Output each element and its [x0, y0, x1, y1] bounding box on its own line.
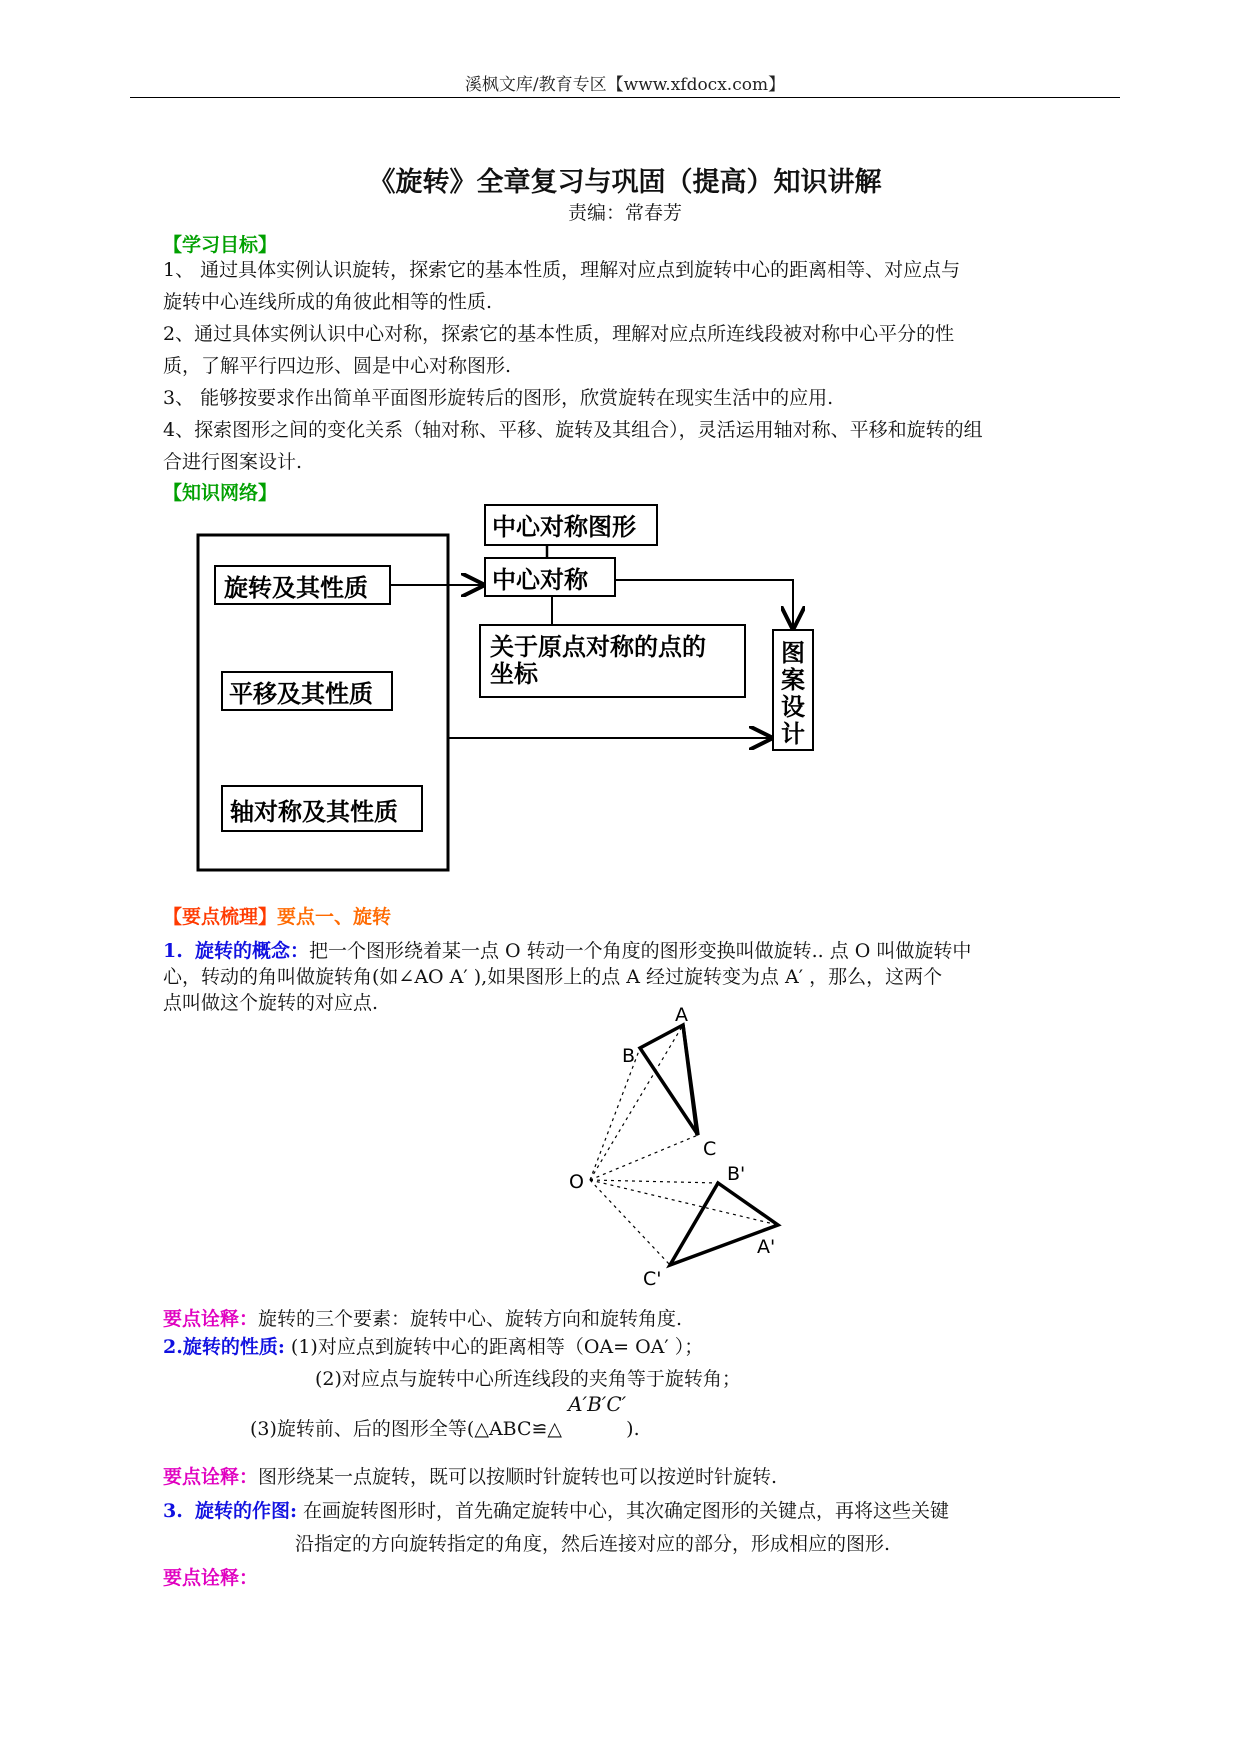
origin-label-line-1: 关于原点对称的点的 — [490, 633, 706, 661]
construction-number: 3. — [163, 1500, 183, 1522]
keypoints-heading-row — [163, 904, 391, 930]
property-2: (2)对应点与旋转中心所连线段的夹角等于旋转角； — [315, 1368, 741, 1390]
point-a-label: A — [675, 1004, 688, 1026]
properties-line-1 — [163, 1334, 703, 1360]
central-symmetry-label: 中心对称 — [492, 566, 588, 594]
rotation-box-label: 旋转及其性质 — [224, 574, 368, 602]
point-c-label: C — [703, 1138, 717, 1160]
properties-colon: : — [277, 1336, 285, 1358]
objective-2-line-2: 质，了解平行四边形、圆是中心对称图形. — [163, 355, 512, 377]
central-to-design-arrow — [615, 580, 793, 628]
concept-text-3: 点叫做这个旋转的对应点. — [163, 992, 379, 1014]
property-3-row — [250, 1392, 640, 1442]
concept-text-1: 把一个图形绕着某一点 O 转动一个角度的图形变换叫做旋转.. 点 O 叫做旋转中 — [308, 940, 972, 962]
rotation-figure — [569, 1004, 778, 1290]
point-b-prime-label: B' — [727, 1163, 746, 1185]
page-header: 溪枫文库/教育专区【www.xfdocx.com】 — [464, 75, 786, 95]
note-2 — [163, 1464, 777, 1490]
construction-colon: : — [289, 1500, 297, 1522]
design-char-3: 设 — [781, 693, 805, 721]
note-1 — [163, 1306, 682, 1332]
construction-label: 旋转的作图 — [194, 1500, 290, 1522]
translation-box-label: 平移及其性质 — [229, 680, 373, 708]
point-a-prime-label: A' — [757, 1236, 776, 1258]
concept-label: 旋转的概念： — [194, 940, 309, 962]
objective-2-line-1: 2、通过具体实例认识中心对称，探索它的基本性质，理解对应点所连线段被对称中心平分的性 — [163, 323, 955, 345]
objective-1-line-1: 1、 通过具体实例认识旋转，探索它的基本性质，理解对应点到旋转中心的距离相等、对应点与 — [163, 259, 961, 281]
note-3-label: 要点诠释： — [163, 1567, 259, 1589]
objective-3-line-1: 3、 能够按要求作出简单平面图形旋转后的图形，欣赏旋转在现实生活中的应用. — [163, 387, 834, 409]
origin-label-line-2: 坐标 — [490, 660, 538, 688]
rotation-concept-paragraph — [163, 938, 1093, 1016]
property-3: (3)旋转前、后的图形全等(△ABC≌△ — [250, 1418, 563, 1440]
keypoint-one-heading: 要点一、旋转 — [277, 906, 392, 928]
construction-line-1 — [163, 1498, 949, 1524]
property-3-tail: ). — [626, 1418, 640, 1440]
concept-text-2: 心，转动的角叫做旋转角(如∠AO A′ ),如果图形上的点 A 经过旋转变为点 A′ ，那么，这两个 — [163, 966, 943, 988]
design-char-2: 案 — [781, 666, 805, 694]
design-char-4: 计 — [781, 720, 805, 748]
objectives-heading: 【学习目标】 — [163, 234, 278, 256]
design-char-1: 图 — [781, 639, 805, 667]
objective-4-line-1: 4、探索图形之间的变化关系（轴对称、平移、旋转及其组合），灵活运用轴对称、平移和旋转的组 — [163, 419, 983, 441]
keypoints-heading: 【要点梳理】 — [163, 906, 278, 928]
note-1-text: 旋转的三个要素：旋转中心、旋转方向和旋转角度. — [258, 1308, 683, 1330]
document-title: 《旋转》全章复习与巩固（提高）知识讲解 — [368, 167, 882, 198]
construction-text-2: 沿指定的方向旋转指定的角度，然后连接对应的部分，形成相应的图形. — [295, 1533, 891, 1555]
central-figure-label: 中心对称图形 — [492, 513, 636, 541]
point-b-label: B — [622, 1045, 636, 1067]
properties-label: 2.旋转的性质 — [163, 1336, 278, 1358]
point-o-label: O — [569, 1171, 584, 1193]
construction-text-1: 在画旋转图形时，首先确定旋转中心，其次确定图形的关键点，再将这些关键 — [303, 1500, 950, 1522]
note-2-text: 图形绕某一点旋转，既可以按顺时针旋转也可以按逆时针旋转. — [258, 1466, 778, 1488]
objective-4-line-2: 合进行图案设计. — [163, 451, 303, 473]
note-1-label: 要点诠释： — [163, 1308, 259, 1330]
concept-line-1 — [163, 938, 1093, 964]
network-heading: 【知识网络】 — [163, 482, 278, 504]
objective-1-line-2: 旋转中心连线所成的角彼此相等的性质. — [163, 291, 493, 313]
document-editor: 责编：常春芳 — [567, 202, 682, 224]
axial-box-label: 轴对称及其性质 — [230, 798, 398, 826]
property-3-formula: A′B′C′ — [568, 1392, 627, 1416]
note-2-label: 要点诠释： — [163, 1466, 259, 1488]
point-c-prime-label: C' — [643, 1268, 662, 1290]
property-1: (1)对应点到旋转中心的距离相等（OA= OA′ ）； — [290, 1336, 704, 1358]
concept-number: 1. — [163, 940, 183, 962]
